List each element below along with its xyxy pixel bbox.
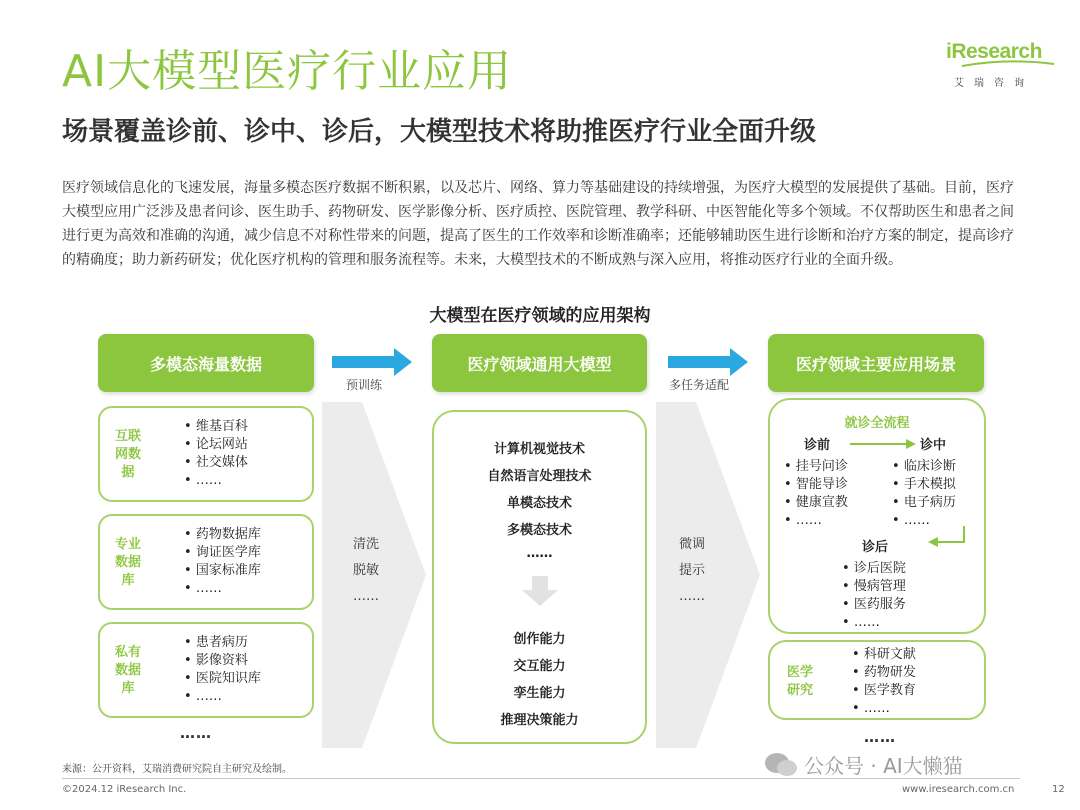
website: www.iresearch.com.cn — [902, 784, 1015, 795]
list-item: • …… — [842, 614, 906, 632]
list-item: • 影像资料 — [184, 652, 261, 670]
list-item: • …… — [892, 512, 956, 530]
list-item: • 医院知识库 — [184, 670, 261, 688]
list-item: • 慢病管理 — [842, 578, 906, 596]
col2-header: 医疗领域通用大模型 — [432, 334, 647, 392]
bend-arrow-icon — [928, 526, 978, 550]
data-box-professional — [98, 514, 314, 610]
logo-brand: iResearch — [946, 40, 1042, 63]
pre-visit-title: 诊前 — [804, 438, 831, 453]
wechat-icon — [764, 752, 798, 778]
copyright: ©2024.12 iResearch Inc. — [62, 784, 187, 795]
down-arrow-icon — [522, 576, 558, 606]
iresearch-logo — [946, 40, 1058, 94]
post-visit-title: 诊后 — [862, 540, 889, 555]
tech-item: …… — [526, 546, 553, 561]
data-box-list — [184, 634, 261, 706]
pretrain-arrow-icon — [332, 348, 414, 376]
tech-item: 计算机视觉技术 — [493, 442, 585, 457]
col3-more: …… — [864, 728, 896, 746]
tech-item: 自然语言处理技术 — [487, 469, 592, 484]
page-subtitle: 场景覆盖诊前、诊中、诊后，大模型技术将助推医疗行业全面升级 — [62, 117, 817, 147]
ability-item: 交互能力 — [513, 659, 566, 674]
list-item: • 询证医学库 — [184, 544, 261, 562]
list-item: • 社交媒体 — [184, 454, 248, 472]
in-visit-list — [892, 458, 956, 530]
watermark-text: 公众号 · AI大懒猫 — [804, 754, 963, 778]
ability-item: 创作能力 — [513, 632, 566, 647]
data-box-list — [184, 526, 261, 598]
data-box-label: 私有数据库 — [114, 645, 141, 696]
page-number: 12 — [1052, 784, 1065, 795]
list-item: • 临床诊断 — [892, 458, 956, 476]
list-item: • 健康宣教 — [784, 494, 848, 512]
list-item: • 科研文献 — [852, 646, 916, 664]
list-item: • 医药服务 — [842, 596, 906, 614]
list-item: • …… — [784, 512, 848, 530]
data-box-list — [184, 418, 248, 490]
pre-visit-list — [784, 458, 848, 530]
source-note: 来源：公开资料，艾瑞消费研究院自主研究及绘制。 — [62, 764, 292, 775]
arrow1-label: 预训练 — [346, 378, 383, 392]
post-visit-list — [842, 560, 906, 632]
medical-research-box — [768, 640, 986, 720]
research-list — [852, 646, 916, 718]
list-item: • 维基百科 — [184, 418, 248, 436]
adapt-arrow-icon — [668, 348, 750, 376]
list-item: • …… — [184, 472, 248, 490]
data-box-private — [98, 622, 314, 718]
list-item: • …… — [184, 688, 261, 706]
list-item: • 患者病历 — [184, 634, 261, 652]
list-item: • 药物研发 — [852, 664, 916, 682]
logo-cn: 艾瑞咨询 — [954, 78, 1034, 89]
list-item: • 电子病历 — [892, 494, 956, 512]
list-item: • 医学教育 — [852, 682, 916, 700]
list-item: • 论坛网站 — [184, 436, 248, 454]
list-item: • 药物数据库 — [184, 526, 261, 544]
col1-header: 多模态海量数据 — [98, 334, 314, 392]
list-item: • 国家标准库 — [184, 562, 261, 580]
page-title: AI大模型医疗行业应用 — [62, 46, 513, 97]
ability-item: 孪生能力 — [513, 686, 566, 701]
list-item: • 挂号问诊 — [784, 458, 848, 476]
process1-text: 清洗 脱敏 …… — [352, 537, 379, 604]
tech-item: 单模态技术 — [506, 496, 572, 511]
arrow2-label: 多任务适配 — [669, 378, 730, 392]
architecture-title: 大模型在医疗领域的应用架构 — [429, 306, 651, 326]
list-item: • …… — [852, 700, 916, 718]
data-box-label: 互联网数据 — [114, 429, 141, 480]
data-box-label: 专业数据库 — [114, 537, 141, 588]
col3-header: 医疗领域主要应用场景 — [768, 334, 984, 392]
process2-text: 微调 提示 …… — [678, 537, 705, 604]
general-model-box — [432, 410, 647, 744]
tech-item: 多模态技术 — [506, 523, 572, 538]
list-item: • 智能导诊 — [784, 476, 848, 494]
right-arrow-icon — [850, 438, 916, 450]
list-item: • …… — [184, 580, 261, 598]
clinical-title: 就诊全流程 — [844, 416, 910, 431]
in-visit-title: 诊中 — [920, 438, 947, 453]
research-label: 医学研究 — [786, 665, 813, 698]
logo-swoosh-icon — [960, 60, 1056, 70]
list-item: • 诊后医院 — [842, 560, 906, 578]
ability-item: 推理决策能力 — [500, 713, 579, 728]
intro-paragraph: 医疗领域信息化的飞速发展，海量多模态医疗数据不断积累，以及芯片、网络、算力等基础建设的持续增强，为医疗大模型的发展提供了基础。目前，医疗大模型应用广泛涉及患者问诊、医生助手、药物研发、医学影像分析、医疗质控、医院管理、教学科研、中医智能化等多个领域。不仅帮助医生和患者之间进行更为高效和准确的沟通，减少信息不对称性带来的问题，提高了医生的工作效率和诊断准确率；还能够辅助医生进行诊断和治疗方案的制定，提高诊疗的精确度；助力新药研发；优化医疗机构的管理和服务流程等。未来，大模型技术的不断成熟与深入应用，将推动医疗行业的全面升级。 — [62, 180, 1014, 268]
list-item: • 手术模拟 — [892, 476, 956, 494]
clinical-flow-box — [768, 398, 986, 634]
data-box-internet — [98, 406, 314, 502]
col1-more: …… — [180, 724, 212, 742]
